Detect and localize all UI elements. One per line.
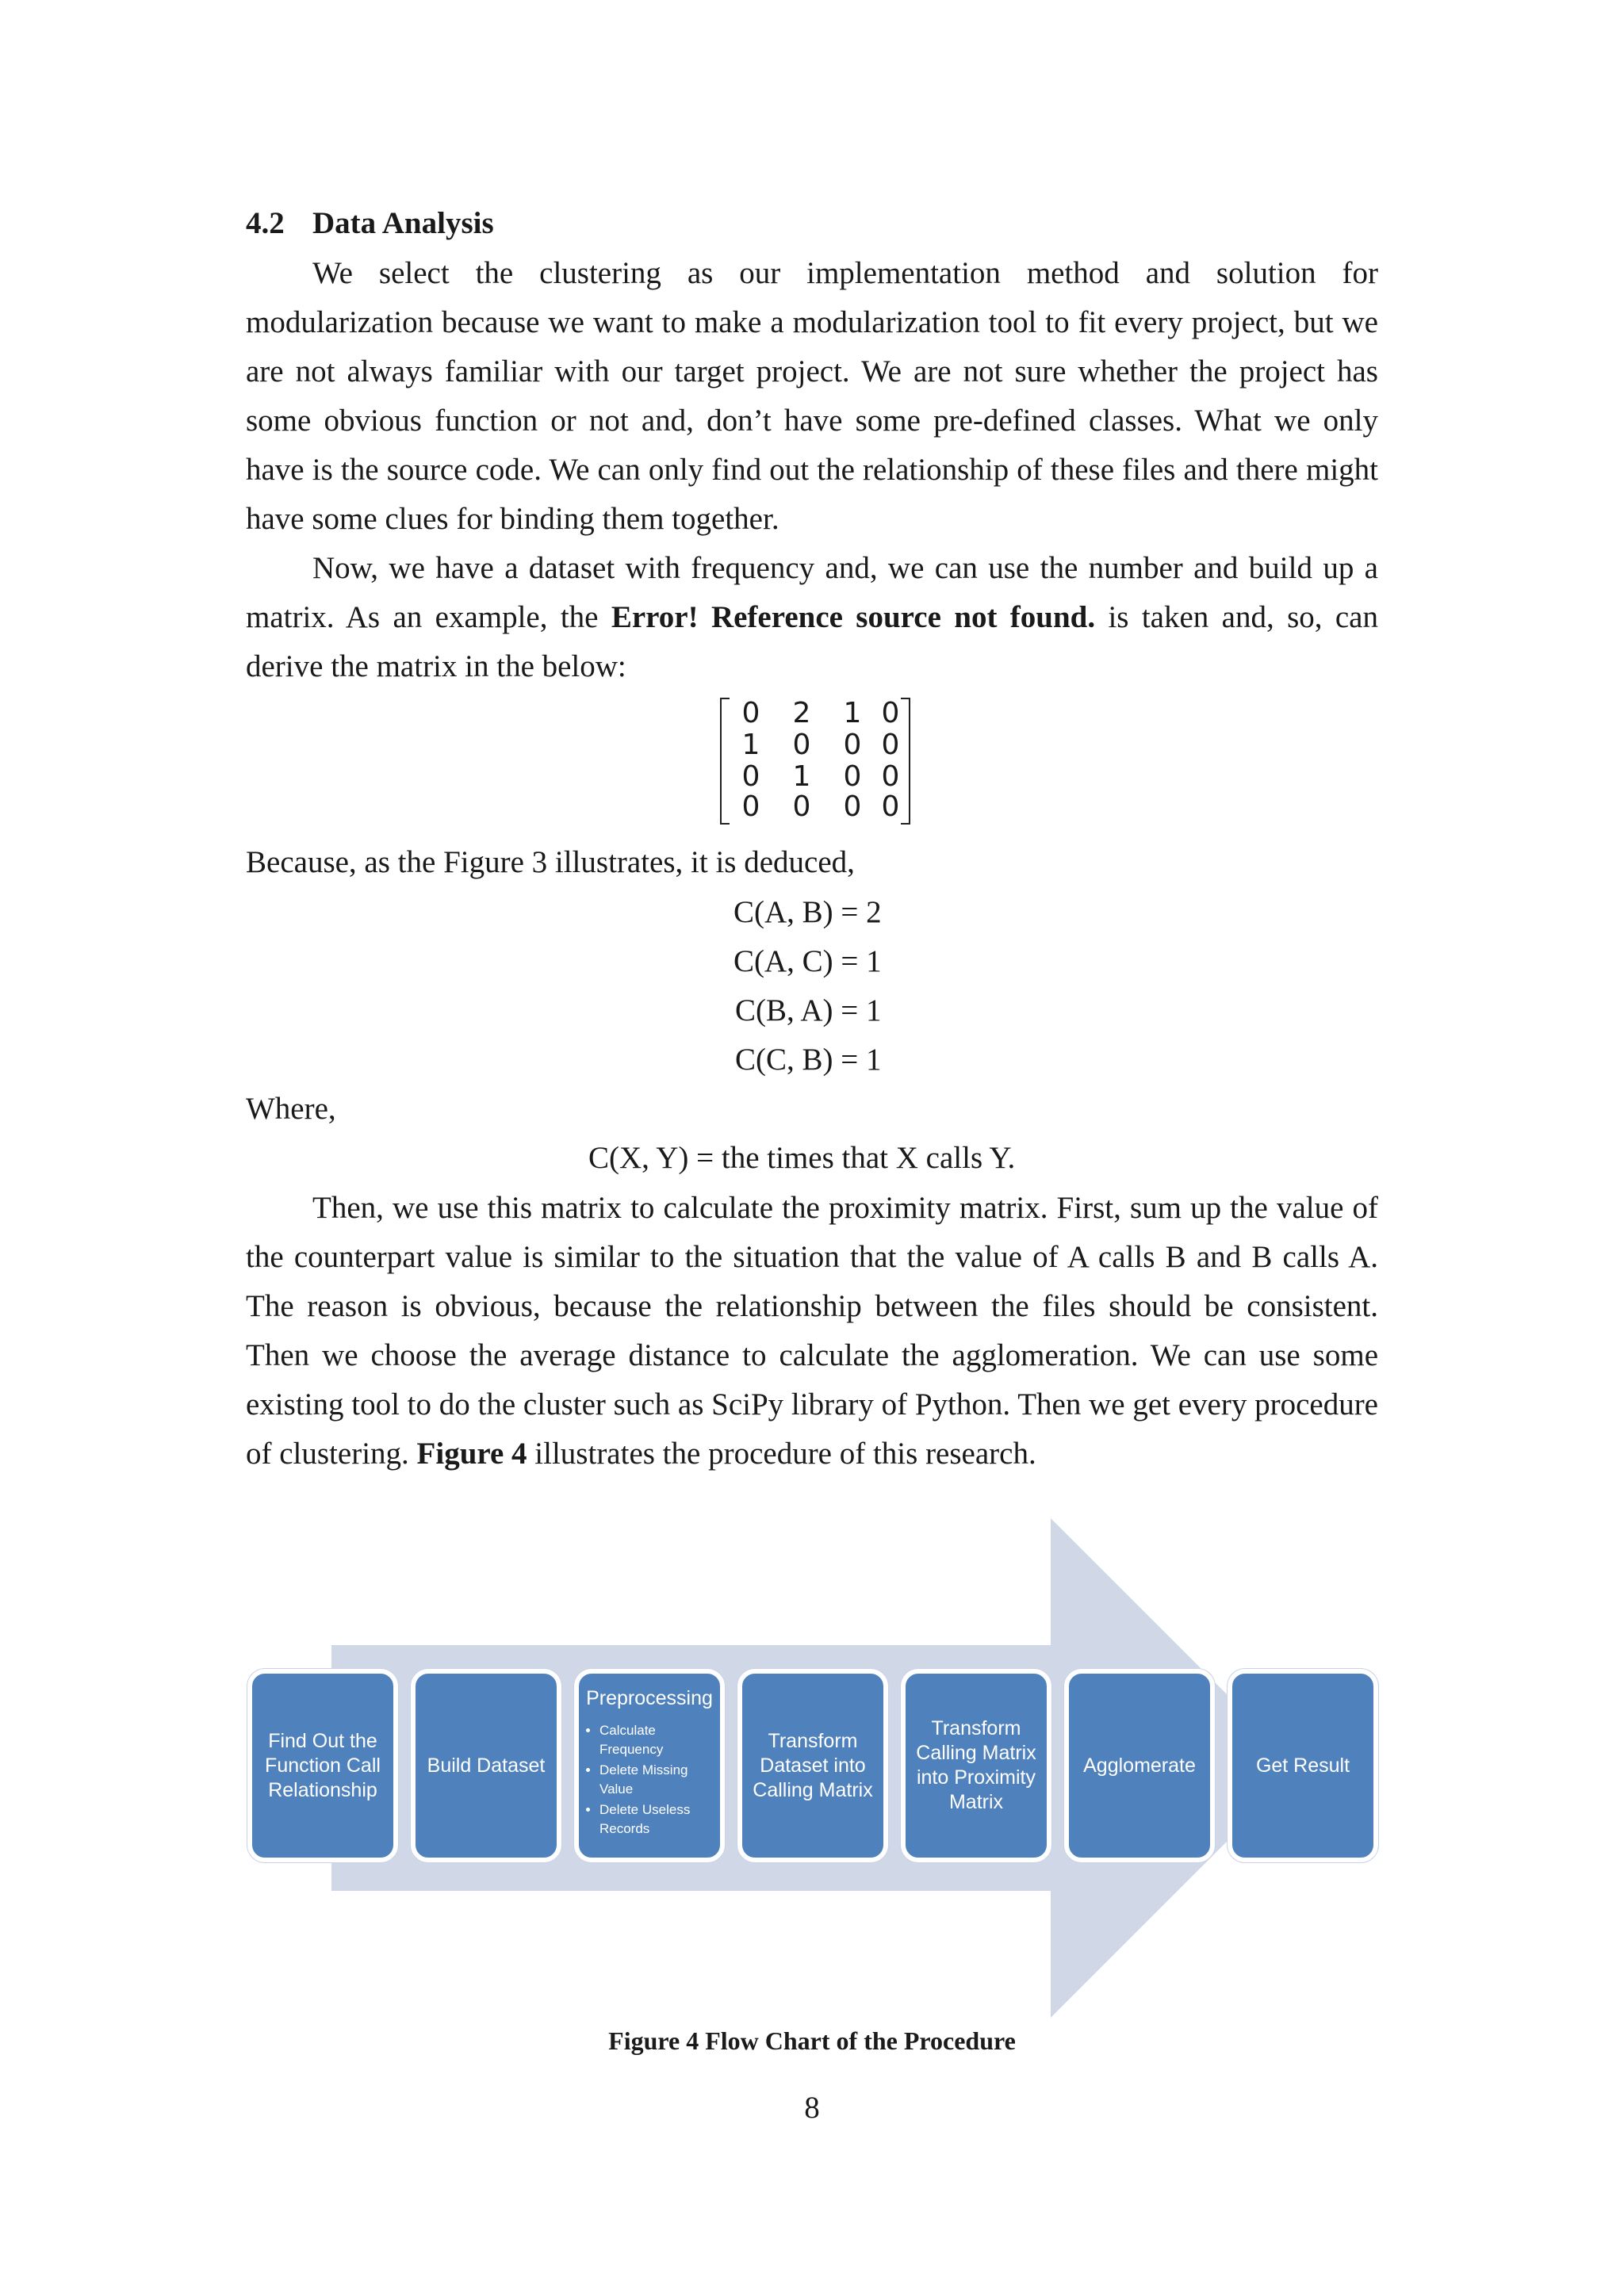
- step-label: Agglomerate: [1083, 1754, 1196, 1777]
- broken-reference: Error! Reference source not found.: [611, 600, 1096, 634]
- matrix-cell-2-0: 0: [741, 760, 760, 793]
- bullet-item: • Delete Useless Records: [599, 1800, 718, 1839]
- paragraph-2-text-a: Now, we have a dataset with frequency and, we can use the number and build up a matrix. As an example, the: [246, 551, 1378, 634]
- matrix-cell-2-3: 0: [881, 760, 900, 793]
- paragraph-1: [246, 249, 1378, 544]
- step-get-result: [1228, 1669, 1378, 1862]
- section-heading: [246, 201, 494, 246]
- matrix-cell-3-2: 0: [843, 790, 862, 823]
- definition-line: C(X, Y) = the times that X calls Y.: [588, 1141, 1016, 1175]
- equation-3: C(B, A) = 1: [735, 993, 882, 1027]
- calling-matrix: [720, 698, 910, 823]
- step-label: Transform Dataset into Calling Matrix: [753, 1729, 873, 1801]
- matrix-cell-0-0: 0: [741, 697, 760, 729]
- page-number: 8: [804, 2091, 820, 2125]
- matrix-left-bracket: [720, 698, 730, 825]
- paragraph-2-text-b: is taken and, so, can derive the matrix in the below:: [246, 600, 1378, 683]
- matrix-cell-3-3: 0: [881, 790, 900, 823]
- matrix-cell-0-2: 1: [843, 697, 862, 729]
- step-label: Get Result: [1255, 1754, 1350, 1777]
- equation-2: C(A, C) = 1: [733, 944, 882, 978]
- step-build-dataset: [411, 1669, 561, 1862]
- step-transform-matrix: [901, 1669, 1051, 1862]
- step-label: Build Dataset: [427, 1754, 546, 1777]
- preprocessing-bullets: [580, 1721, 718, 1840]
- equation-1: C(A, B) = 2: [733, 895, 882, 929]
- paragraph-3-text-a: Then, we use this matrix to calculate the proximity matrix. First, sum up the value of the counterpart value is similar to the situation that the value of A calls B and B calls A. The reason is obvious, because the relationship between the files should be consistent. Then we choose the average distance to calculate the agglomeration. We can use some existing tool to do the cluster such as SciPy library of Python. Then we get every procedure of clustering.: [246, 1191, 1378, 1471]
- bullet-item: • Calculate Frequency: [599, 1721, 718, 1759]
- matrix-cell-3-1: 0: [792, 790, 811, 823]
- figure-reference: Figure 4: [416, 1437, 527, 1471]
- paragraph-2: [246, 544, 1378, 691]
- paragraph-1-text: We select the clustering as our implementation method and solution for modularization because we want to make a modularization tool to fit every project, but we are not always familiar with our target project. We are not sure whether the project has some obvious function or not and, don’t have some pre-defined classes. What we only have is the source code. We can only find out the relationship of these files and there might have some clues for binding them together.: [246, 256, 1378, 536]
- where-label: Where,: [246, 1092, 336, 1126]
- step-agglomerate: [1064, 1669, 1215, 1862]
- step-label: Preprocessing: [586, 1687, 713, 1709]
- matrix-cell-1-0: 1: [741, 729, 760, 761]
- because-line: Because, as the Figure 3 illustrates, it is deduced,: [246, 845, 855, 879]
- bullet-item: • Delete Missing Value: [599, 1761, 718, 1799]
- matrix-cell-2-1: 1: [792, 760, 811, 793]
- figure-caption: Figure 4 Flow Chart of the Procedure: [608, 2026, 1016, 2055]
- matrix-cell-1-3: 0: [881, 729, 900, 761]
- step-transform-dataset: [737, 1669, 888, 1862]
- paragraph-3: [246, 1184, 1378, 1479]
- step-label: Transform Calling Matrix into Proximity Matrix: [916, 1717, 1036, 1813]
- paragraph-3-text-b: illustrates the procedure of this research.: [527, 1437, 1036, 1471]
- matrix-cell-0-3: 0: [881, 697, 900, 729]
- matrix-cell-3-0: 0: [741, 790, 760, 823]
- matrix-cell-1-2: 0: [843, 729, 862, 761]
- step-find-relationship: [247, 1669, 398, 1862]
- section-number: 4.2: [246, 206, 285, 240]
- matrix-cell-1-1: 0: [792, 729, 811, 761]
- equation-4: C(C, B) = 1: [735, 1043, 882, 1077]
- step-preprocessing: [574, 1669, 725, 1862]
- matrix-cell-2-2: 0: [843, 760, 862, 793]
- flow-chart: [238, 1518, 1396, 2018]
- section-title: Data Analysis: [312, 206, 494, 240]
- step-label: Find Out the Function Call Relationship: [265, 1729, 381, 1801]
- matrix-cell-0-1: 2: [792, 697, 811, 729]
